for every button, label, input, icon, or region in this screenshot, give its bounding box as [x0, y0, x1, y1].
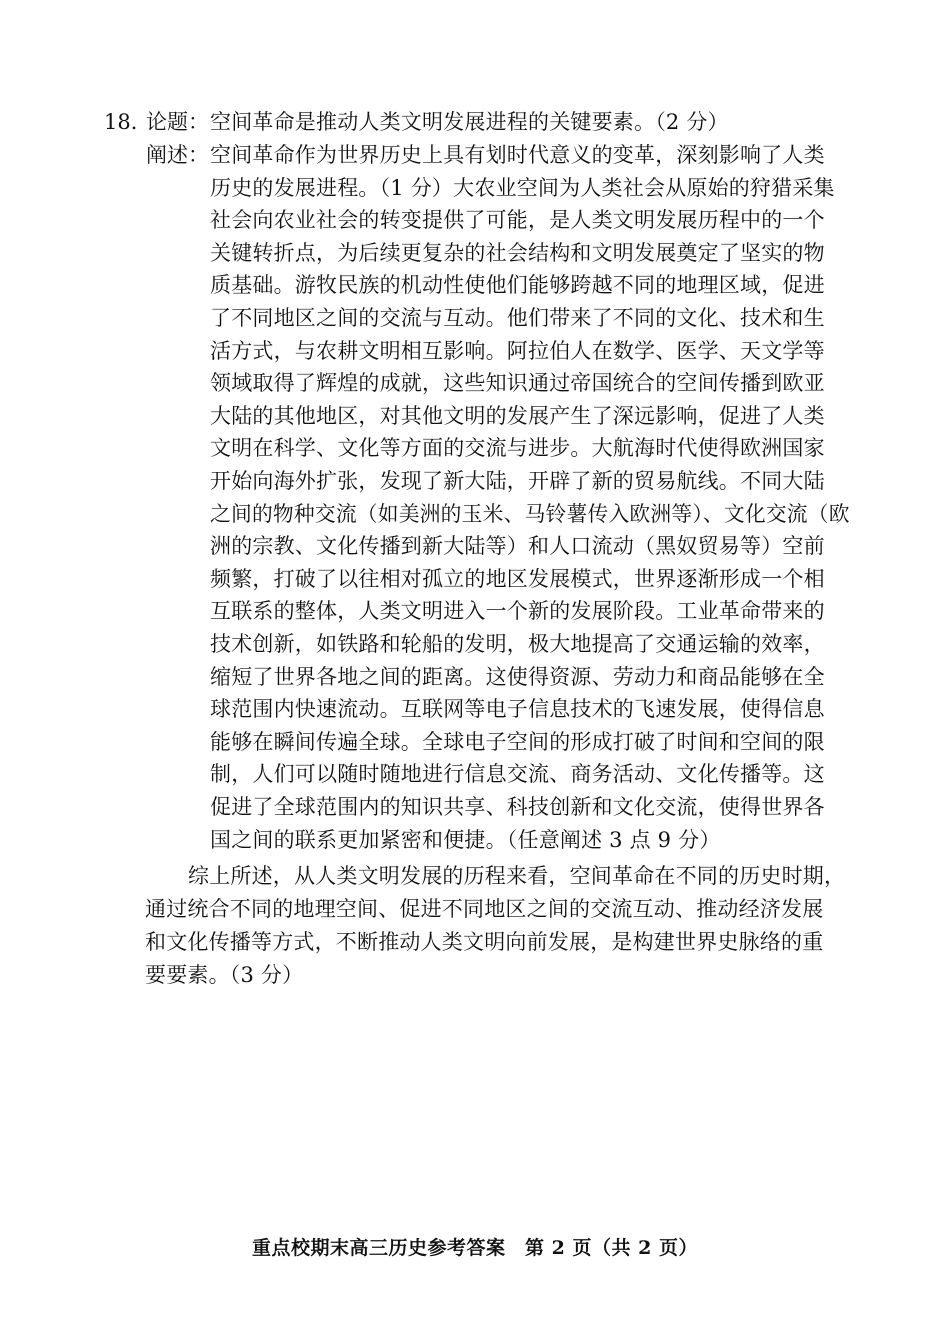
explain-label: 阐述： — [146, 143, 209, 167]
explanation-line: 互联系的整体，人类文明进入一个新的发展阶段。工业革命带来的 — [210, 599, 825, 623]
explanation-line: 国之间的联系更加紧密和便捷。（任意阐述 3 点 9 分） — [210, 828, 721, 852]
explanation-line: 文明在科学、文化等方面的交流与进步。大航海时代使得欧洲国家 — [210, 436, 825, 460]
explanation-line: 领域取得了辉煌的成就，这些知识通过帝国统合的空间传播到欧亚 — [210, 371, 825, 395]
explanation-line: 洲的宗教、文化传播到新大陆等）和人口流动（黑奴贸易等）空前 — [210, 534, 825, 558]
thesis-label: 论题： — [146, 110, 209, 134]
conclusion-line: 和文化传播等方式，不断推动人类文明向前发展，是构建世界史脉络的重 — [145, 930, 824, 954]
explanation-line: 大陆的其他地区，对其他文明的发展产生了深远影响，促进了人类 — [210, 404, 825, 428]
explanation-line: 能够在瞬间传遍全球。全球电子空间的形成打破了时间和空间的限 — [210, 730, 825, 754]
page-footer: 重点校期末高三历史参考答案 第 2 页（共 2 页） — [252, 1237, 698, 1259]
conclusion-line: 要要素。（3 分） — [145, 963, 304, 987]
explanation-line: 历史的发展进程。（1 分）大农业空间为人类社会从原始的狩猎采集 — [210, 176, 835, 200]
explanation-line: 技术创新，如铁路和轮船的发明，极大地提高了交通运输的效率， — [210, 632, 825, 656]
explanation-line: 开始向海外扩张，发现了新大陆，开辟了新的贸易航线。不同大陆 — [210, 469, 825, 493]
explanation-line: 缩短了世界各地之间的距离。这使得资源、劳动力和商品能够在全 — [210, 665, 825, 689]
explanation-line: 空间革命作为世界历史上具有划时代意义的变革，深刻影响了人类 — [210, 143, 825, 167]
explanation-line: 制，人们可以随时随地进行信息交流、商务活动、文化传播等。这 — [210, 762, 825, 786]
explanation-line: 频繁，打破了以往相对孤立的地区发展模式，世界逐渐形成一个相 — [210, 567, 825, 591]
question-number: 18． — [104, 110, 152, 134]
thesis-text: 空间革命是推动人类文明发展进程的关键要素。（2 分） — [210, 110, 729, 134]
explanation-line: 活方式，与农耕文明相互影响。阿拉伯人在数学、医学、天文学等 — [210, 339, 825, 363]
conclusion-line: 通过统合不同的地理空间、促进不同地区之间的交流互动、推动经济发展 — [145, 897, 824, 921]
explanation-line: 质基础。游牧民族的机动性使他们能够跨越不同的地理区域，促进 — [210, 273, 825, 297]
explanation-line: 促进了全球范围内的知识共享、科技创新和文化交流，使得世界各 — [210, 795, 825, 819]
conclusion-line: 综上所述，从人类文明发展的历程来看，空间革命在不同的历史时期， — [188, 864, 846, 888]
explanation-line: 球范围内快速流动。互联网等电子信息技术的飞速发展，使得信息 — [210, 697, 825, 721]
explanation-line: 之间的物种交流（如美洲的玉米、马铃薯传入欧洲等）、文化交流（欧 — [210, 502, 850, 526]
explanation-line: 关键转折点，为后续更复杂的社会结构和文明发展奠定了坚实的物 — [210, 241, 825, 265]
explanation-line: 了不同地区之间的交流与互动。他们带来了不同的文化、技术和生 — [210, 306, 825, 330]
explanation-line: 社会向农业社会的转变提供了可能，是人类文明发展历程中的一个 — [210, 208, 825, 232]
